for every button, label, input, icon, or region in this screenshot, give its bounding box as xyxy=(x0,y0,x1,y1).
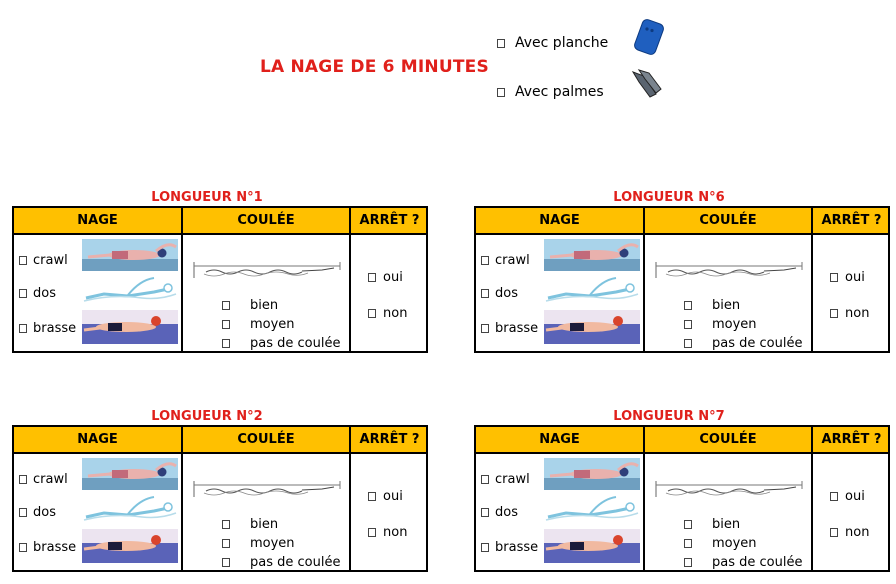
stop-label: non xyxy=(845,525,870,540)
stroke-label: dos xyxy=(495,286,518,301)
glide-label: bien xyxy=(712,517,741,532)
header-nage: NAGE xyxy=(539,432,580,447)
table-header xyxy=(14,427,426,454)
breaststroke-swimmer-image xyxy=(82,529,178,563)
fins-icon xyxy=(630,68,664,100)
underwater-glide-image xyxy=(654,260,804,282)
stop-option-non[interactable] xyxy=(368,306,407,321)
crawl-checkbox[interactable] xyxy=(481,475,489,484)
stroke-option-crawl[interactable] xyxy=(481,472,530,487)
pas-de-coulee-checkbox[interactable] xyxy=(684,339,692,348)
stop-label: non xyxy=(383,306,408,321)
header-arret: ARRÊT ? xyxy=(359,213,420,228)
glide-label: moyen xyxy=(712,536,757,551)
glide-option-moyen[interactable] xyxy=(222,317,295,332)
glide-option-moyen[interactable] xyxy=(222,536,295,551)
brasse-checkbox[interactable] xyxy=(481,543,489,552)
stop-label: oui xyxy=(845,489,865,504)
glide-option-bien[interactable] xyxy=(222,517,278,532)
non-checkbox[interactable] xyxy=(830,309,838,318)
stroke-option-crawl[interactable] xyxy=(19,253,68,268)
oui-checkbox[interactable] xyxy=(368,492,376,501)
brasse-checkbox[interactable] xyxy=(19,543,27,552)
stroke-label: dos xyxy=(33,505,56,520)
breaststroke-swimmer-image xyxy=(544,310,640,344)
bien-checkbox[interactable] xyxy=(684,301,692,310)
glide-label: pas de coulée xyxy=(250,336,341,351)
underwater-glide-image xyxy=(192,479,342,501)
crawl-swimmer-image xyxy=(544,239,640,271)
kickboard-label: Avec planche xyxy=(515,35,609,51)
table-header xyxy=(476,208,888,235)
moyen-checkbox[interactable] xyxy=(684,539,692,548)
stroke-label: crawl xyxy=(495,253,530,268)
column-divider xyxy=(349,208,351,351)
dos-checkbox[interactable] xyxy=(19,508,27,517)
crawl-swimmer-image xyxy=(82,458,178,490)
glide-label: moyen xyxy=(250,317,295,332)
crawl-checkbox[interactable] xyxy=(19,475,27,484)
option-kickboard[interactable] xyxy=(497,35,608,51)
stop-label: non xyxy=(383,525,408,540)
breaststroke-swimmer-image xyxy=(544,529,640,563)
column-divider xyxy=(181,427,183,570)
header-arret: ARRÊT ? xyxy=(821,432,882,447)
stop-option-non[interactable] xyxy=(830,306,869,321)
non-checkbox[interactable] xyxy=(368,309,376,318)
header-coulee: COULÉE xyxy=(699,213,757,228)
bien-checkbox[interactable] xyxy=(222,301,230,310)
glide-option-moyen[interactable] xyxy=(684,536,757,551)
glide-option-bien[interactable] xyxy=(684,517,740,532)
stroke-option-crawl[interactable] xyxy=(481,253,530,268)
stroke-label: brasse xyxy=(33,540,77,555)
glide-label: pas de coulée xyxy=(712,555,803,570)
column-divider xyxy=(349,427,351,570)
header-nage: NAGE xyxy=(77,432,118,447)
stop-option-oui[interactable] xyxy=(368,489,403,504)
table-header xyxy=(476,427,888,454)
option-fins[interactable] xyxy=(497,84,604,100)
header-arret: ARRÊT ? xyxy=(821,213,882,228)
oui-checkbox[interactable] xyxy=(368,273,376,282)
stroke-label: brasse xyxy=(495,540,539,555)
stroke-option-dos[interactable] xyxy=(19,286,56,301)
crawl-swimmer-image xyxy=(544,458,640,490)
stop-option-non[interactable] xyxy=(830,525,869,540)
bien-checkbox[interactable] xyxy=(222,520,230,529)
stop-option-oui[interactable] xyxy=(368,270,403,285)
lap-table xyxy=(474,206,890,353)
bien-checkbox[interactable] xyxy=(684,520,692,529)
breaststroke-swimmer-image xyxy=(82,310,178,344)
glide-label: bien xyxy=(250,517,279,532)
non-checkbox[interactable] xyxy=(368,528,376,537)
backstroke-swimmer-image xyxy=(82,274,178,306)
pas-de-coulee-checkbox[interactable] xyxy=(222,558,230,567)
stroke-label: dos xyxy=(495,505,518,520)
header-coulee: COULÉE xyxy=(237,432,295,447)
fins-checkbox[interactable] xyxy=(497,88,505,97)
stroke-label: crawl xyxy=(495,472,530,487)
header-coulee: COULÉE xyxy=(237,213,295,228)
stroke-option-brasse[interactable] xyxy=(481,540,538,555)
backstroke-swimmer-image xyxy=(82,493,178,525)
stop-option-non[interactable] xyxy=(368,525,407,540)
dos-checkbox[interactable] xyxy=(481,508,489,517)
header-coulee: COULÉE xyxy=(699,432,757,447)
glide-label: moyen xyxy=(250,536,295,551)
backstroke-swimmer-image xyxy=(544,493,640,525)
column-divider xyxy=(811,427,813,570)
stop-option-oui[interactable] xyxy=(830,270,865,285)
glide-option-pas-de-coulee[interactable] xyxy=(684,336,802,351)
stop-label: non xyxy=(845,306,870,321)
dos-checkbox[interactable] xyxy=(19,289,27,298)
kickboard-checkbox[interactable] xyxy=(497,39,505,48)
lap-table xyxy=(12,425,428,572)
column-divider xyxy=(811,208,813,351)
stroke-option-dos[interactable] xyxy=(481,286,518,301)
stop-label: oui xyxy=(845,270,865,285)
underwater-glide-image xyxy=(654,479,804,501)
fins-label: Avec palmes xyxy=(515,84,604,100)
crawl-swimmer-image xyxy=(82,239,178,271)
stroke-option-crawl[interactable] xyxy=(19,472,68,487)
oui-checkbox[interactable] xyxy=(830,273,838,282)
stroke-option-brasse[interactable] xyxy=(481,321,538,336)
lap-table xyxy=(12,206,428,353)
dos-checkbox[interactable] xyxy=(481,289,489,298)
crawl-checkbox[interactable] xyxy=(19,256,27,265)
column-divider xyxy=(181,208,183,351)
column-divider xyxy=(643,427,645,570)
moyen-checkbox[interactable] xyxy=(222,320,230,329)
stop-option-oui[interactable] xyxy=(830,489,865,504)
stroke-option-brasse[interactable] xyxy=(19,540,76,555)
stroke-option-dos[interactable] xyxy=(19,505,56,520)
glide-option-pas-de-coulee[interactable] xyxy=(222,336,340,351)
glide-label: pas de coulée xyxy=(250,555,341,570)
lap-table xyxy=(474,425,890,572)
header-nage: NAGE xyxy=(77,213,118,228)
glide-label: pas de coulée xyxy=(712,336,803,351)
crawl-checkbox[interactable] xyxy=(481,256,489,265)
stroke-label: brasse xyxy=(33,321,77,336)
header-nage: NAGE xyxy=(539,213,580,228)
glide-option-moyen[interactable] xyxy=(684,317,757,332)
lap-label: LONGUEUR N°2 xyxy=(151,409,263,424)
glide-option-bien[interactable] xyxy=(222,298,278,313)
header-arret: ARRÊT ? xyxy=(359,432,420,447)
stroke-label: brasse xyxy=(495,321,539,336)
stop-label: oui xyxy=(383,270,403,285)
brasse-checkbox[interactable] xyxy=(19,324,27,333)
lap-label: LONGUEUR N°6 xyxy=(613,190,725,205)
lap-label: LONGUEUR N°7 xyxy=(613,409,725,424)
glide-option-pas-de-coulee[interactable] xyxy=(222,555,340,570)
moyen-checkbox[interactable] xyxy=(222,539,230,548)
lap-label: LONGUEUR N°1 xyxy=(151,190,263,205)
non-checkbox[interactable] xyxy=(830,528,838,537)
stroke-label: crawl xyxy=(33,472,68,487)
glide-label: bien xyxy=(712,298,741,313)
table-header xyxy=(14,208,426,235)
glide-option-pas-de-coulee[interactable] xyxy=(684,555,802,570)
underwater-glide-image xyxy=(192,260,342,282)
stroke-label: crawl xyxy=(33,253,68,268)
stop-label: oui xyxy=(383,489,403,504)
glide-label: moyen xyxy=(712,317,757,332)
column-divider xyxy=(643,208,645,351)
moyen-checkbox[interactable] xyxy=(684,320,692,329)
pas-de-coulee-checkbox[interactable] xyxy=(684,558,692,567)
pas-de-coulee-checkbox[interactable] xyxy=(222,339,230,348)
page-title: LA NAGE DE 6 MINUTES xyxy=(260,57,489,77)
stroke-option-dos[interactable] xyxy=(481,505,518,520)
glide-option-bien[interactable] xyxy=(684,298,740,313)
glide-label: bien xyxy=(250,298,279,313)
brasse-checkbox[interactable] xyxy=(481,324,489,333)
oui-checkbox[interactable] xyxy=(830,492,838,501)
backstroke-swimmer-image xyxy=(544,274,640,306)
stroke-option-brasse[interactable] xyxy=(19,321,76,336)
kickboard-icon xyxy=(632,17,668,55)
stroke-label: dos xyxy=(33,286,56,301)
